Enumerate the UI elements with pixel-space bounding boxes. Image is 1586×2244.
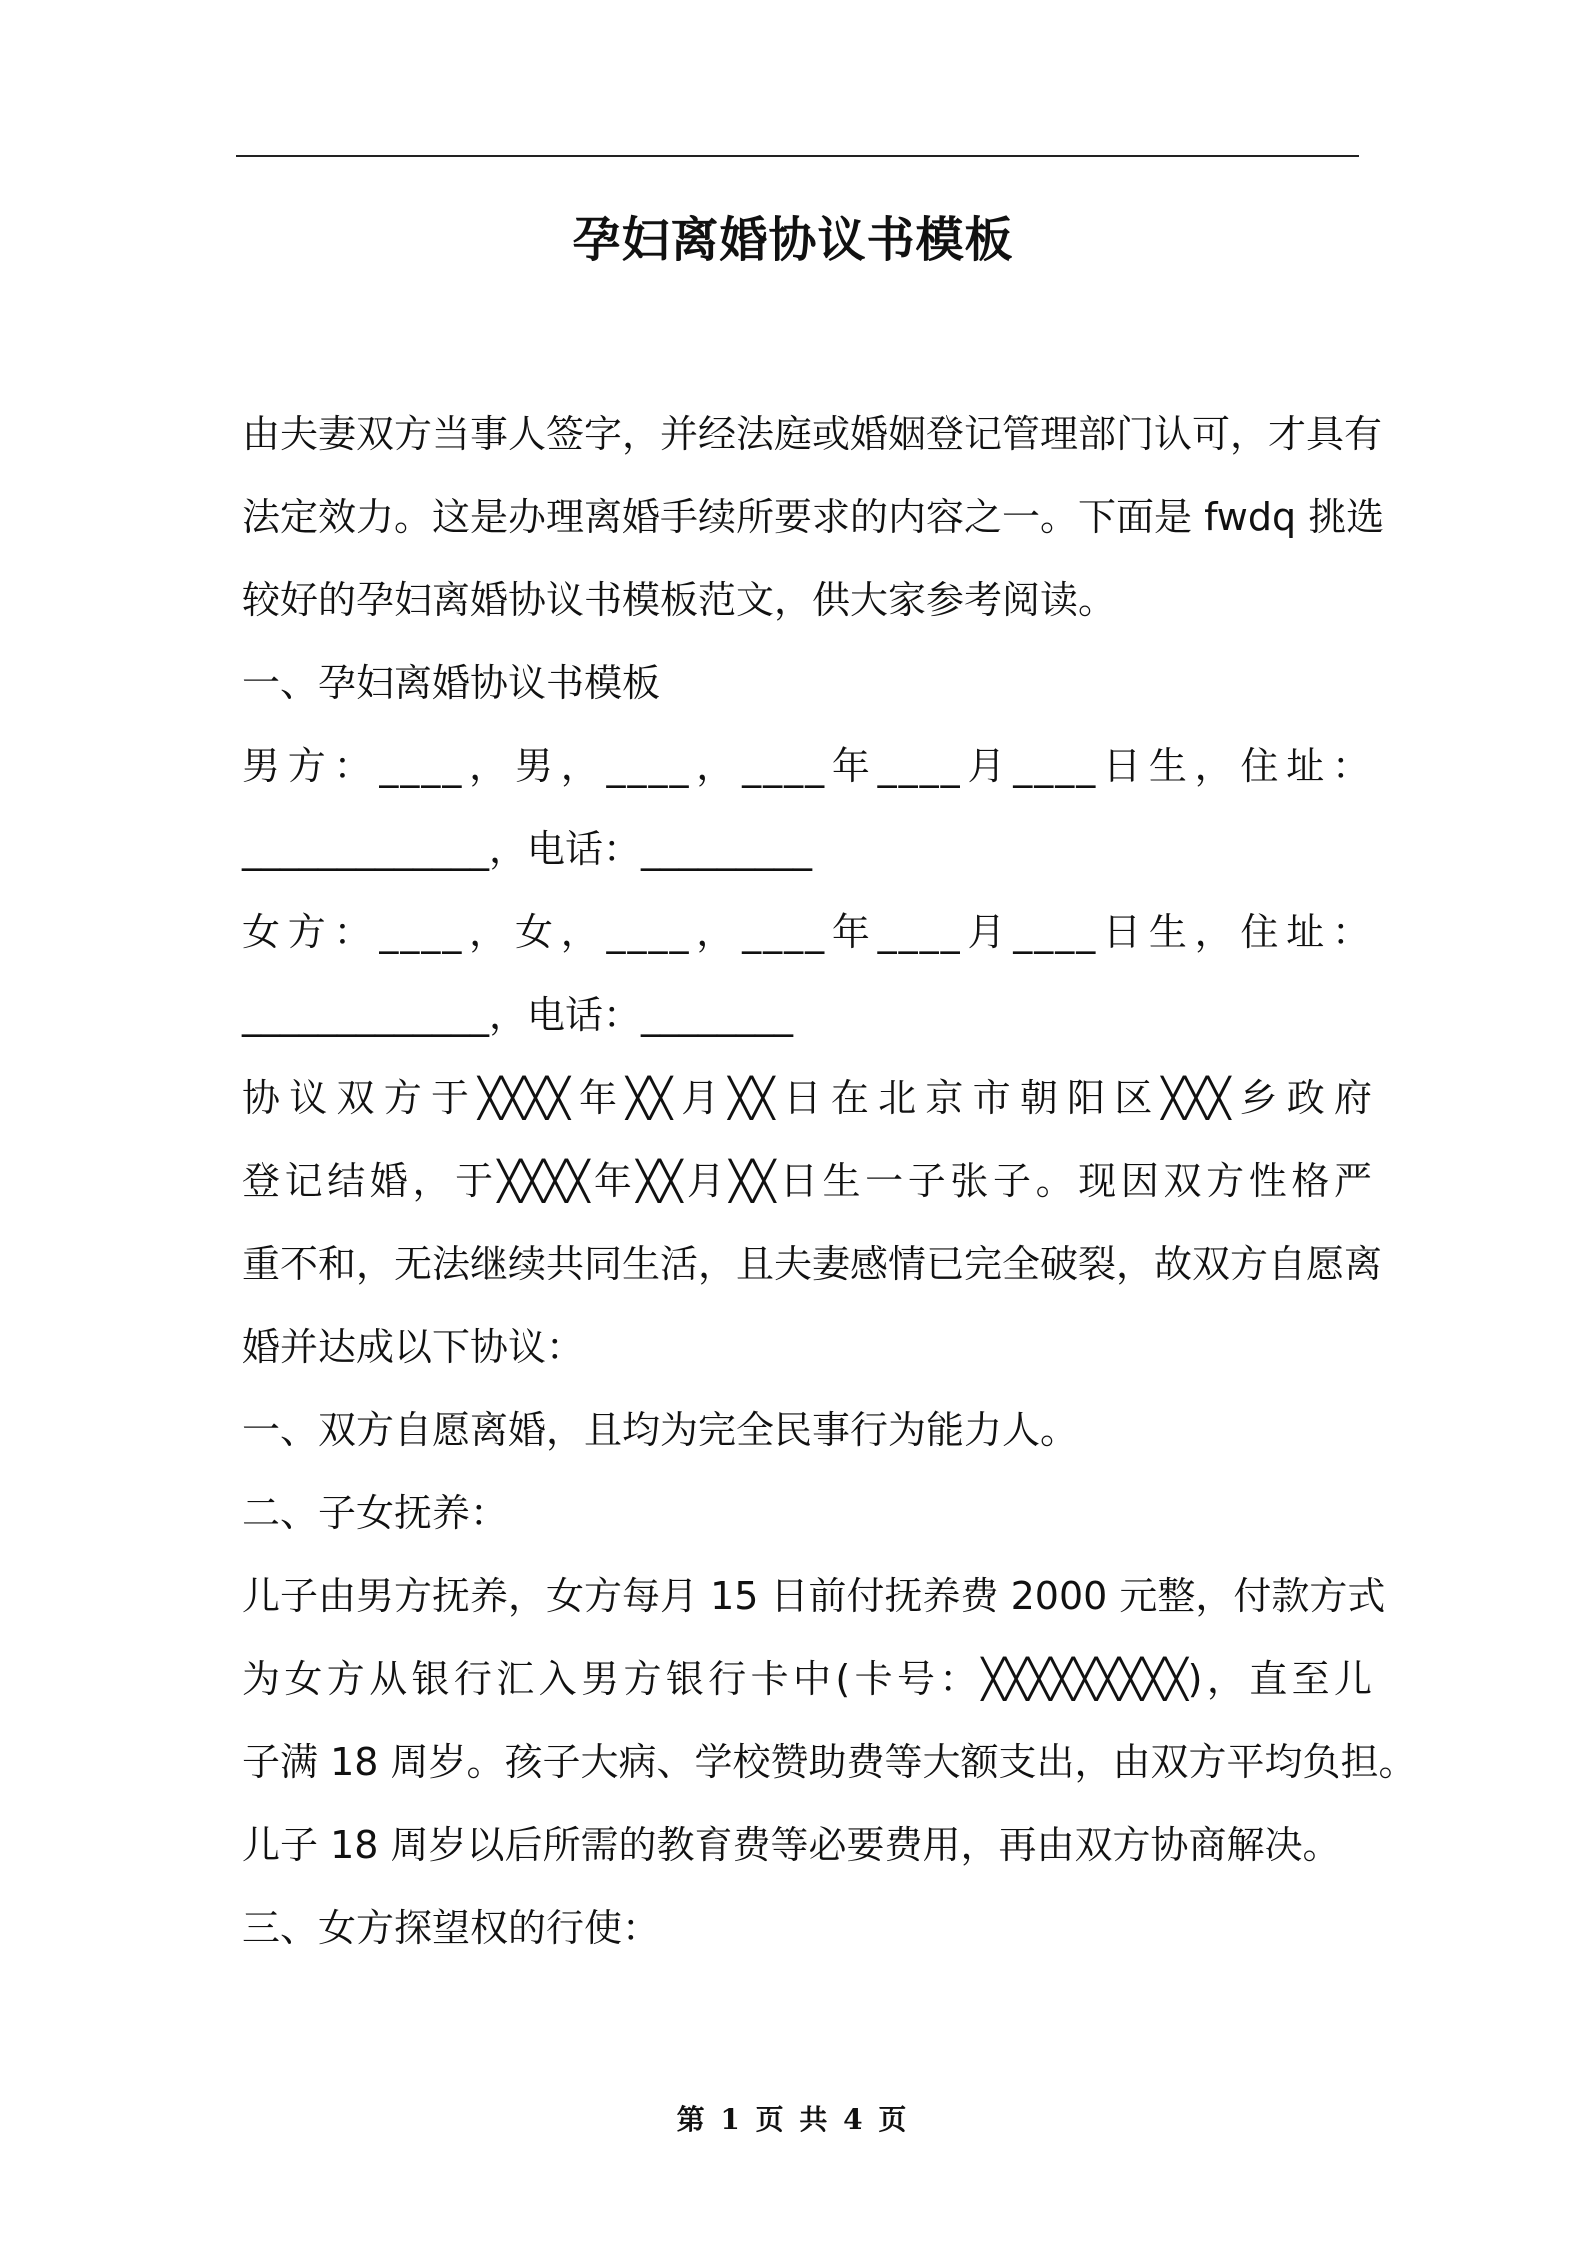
form-line-male: 男方：____，男，____，____年____月____日生，住址： — [242, 744, 1372, 788]
header-rule — [236, 155, 1359, 157]
body-line: 子满 18 周岁。孩子大病、学校赞助费等大额支出，由双方平均负担。 — [242, 1740, 1417, 1784]
body-line: 由夫妻双方当事人签字，并经法庭或婚姻登记管理部门认可，才具有 — [242, 412, 1383, 456]
page-number: 第 1 页 共 4 页 — [676, 2103, 910, 2136]
body-line: 儿子由男方抚养，女方每月 15 日前付抚养费 2000 元整，付款方式 — [242, 1574, 1386, 1618]
body-line: 婚并达成以下协议： — [242, 1325, 585, 1369]
form-line-female: 女方：____，女，____，____年____月____日生，住址： — [242, 910, 1372, 954]
page-title: 孕妇离婚协议书模板 — [572, 212, 1014, 268]
body-line: 较好的孕妇离婚协议书模板范文，供大家参考阅读。 — [242, 578, 1117, 622]
form-line-male-phone: _____________，电话：_________ — [242, 827, 813, 871]
body-line: 儿子 18 周岁以后所需的教育费等必要费用，再由双方协商解决。 — [242, 1823, 1341, 1867]
section-heading: 一、孕妇离婚协议书模板 — [242, 661, 661, 705]
clause-1: 一、双方自愿离婚，且均为完全民事行为能力人。 — [242, 1408, 1079, 1452]
body-line: 登记结婚，于╳╳╳╳年╳╳月╳╳日生一子张子。现因双方性格严 — [242, 1159, 1372, 1203]
body-line: 重不和，无法继续共同生活，且夫妻感情已完全破裂，故双方自愿离 — [242, 1242, 1383, 1286]
clause-2-heading: 二、子女抚养： — [242, 1491, 509, 1535]
body-line: 法定效力。这是办理离婚手续所要求的内容之一。下面是 fwdq 挑选 — [242, 495, 1385, 539]
body-line: 协议双方于╳╳╳╳年╳╳月╳╳日在北京市朝阳区╳╳╳乡政府 — [242, 1076, 1372, 1120]
form-line-female-phone: _____________，电话：________ — [242, 993, 794, 1037]
body-line: 为女方从银行汇入男方银行卡中(卡号：╳╳╳╳╳╳╳╳╳)，直至儿 — [242, 1657, 1372, 1701]
clause-3-heading: 三、女方探望权的行使： — [242, 1906, 661, 1950]
